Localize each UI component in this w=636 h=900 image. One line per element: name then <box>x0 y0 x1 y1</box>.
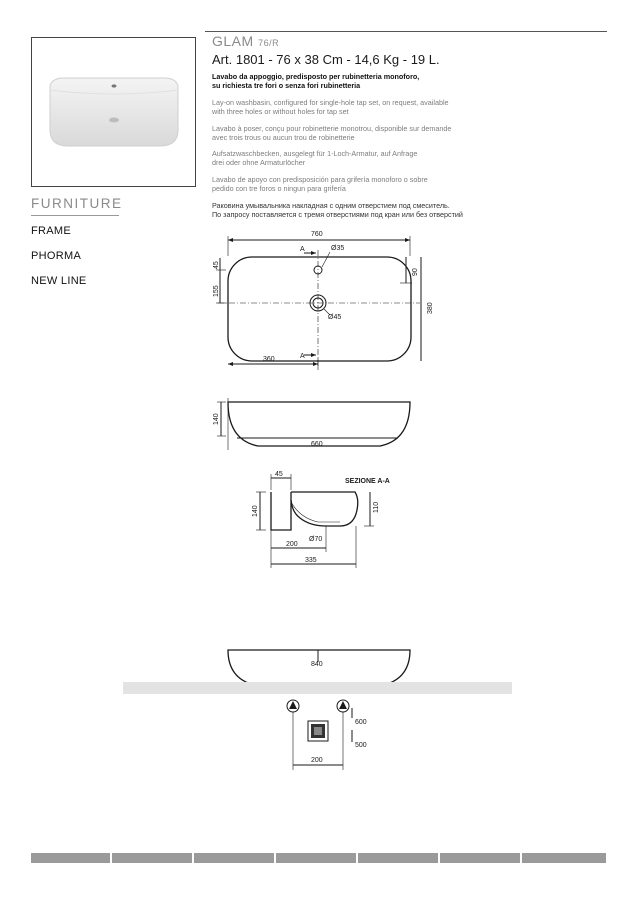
desc-line-ru-2: По запросу поставляется с тремя отверстиями под кран или без отверстий <box>212 210 463 219</box>
dim-drain: Ø45 <box>328 314 342 321</box>
desc-line-ru-1: Раковина умывальника накладная с одним отверстием под смеситель. <box>212 201 450 210</box>
footer-bar <box>358 853 438 863</box>
desc-line-fr-1: Lavabo à poser, conçu pour robinetterie monotrou, disponible sur demande <box>212 124 452 133</box>
dim-tap-hole: Ø35 <box>331 245 345 252</box>
nav-item-frame[interactable]: FRAME <box>31 225 71 237</box>
footer-bar <box>112 853 192 863</box>
dim-155: 155 <box>213 285 220 297</box>
nav-item-phorma[interactable]: PHORMA <box>31 250 82 262</box>
desc-line-de-2: drei oder ohne Armaturlöcher <box>212 158 306 167</box>
dim-140-side: 140 <box>213 413 220 425</box>
desc-line-it-1: Lavabo da appoggio, predisposto per rubinetteria monoforo, <box>212 72 420 81</box>
furniture-heading: FURNITURE <box>31 196 123 211</box>
top-view-drawing <box>216 236 421 370</box>
dim-335: 335 <box>305 557 317 564</box>
desc-line-it-2: su richiesta tre fori o senza fori rubinetteria <box>212 81 361 90</box>
product-title: GLAM 76/R <box>212 33 280 49</box>
footer-bar <box>194 853 274 863</box>
dim-140-section: 140 <box>252 505 259 517</box>
desc-line-en-2: with three holes or without holes for tap set <box>212 107 349 116</box>
footer-bar <box>276 853 356 863</box>
dim-200-section: 200 <box>286 541 298 548</box>
section-view-drawing <box>256 474 374 568</box>
dim-110: 110 <box>373 501 380 513</box>
dim-600: 600 <box>355 719 367 726</box>
section-label: SEZIONE A-A <box>345 478 390 485</box>
desc-line-fr-2: avec trois trous ou aucun trou de robinetterie <box>212 133 355 142</box>
dim-90: 90 <box>412 268 419 276</box>
dim-660: 660 <box>311 441 323 448</box>
desc-line-en-1: Lay-on washbasin, configured for single-hole tap set, on request, available <box>212 98 449 107</box>
dim-840: 840 <box>311 661 323 668</box>
dim-380: 380 <box>427 302 434 314</box>
footer-bar <box>440 853 520 863</box>
dim-360: 360 <box>263 356 275 363</box>
desc-line-de-1: Aufsatzwaschbecken, ausgelegt für 1-Loch-Armatur, auf Anfrage <box>212 149 418 158</box>
section-mark-bottom: A <box>300 353 305 360</box>
footer-bar <box>31 853 110 863</box>
section-mark-top: A <box>300 246 305 253</box>
desc-line-es-1: Lavabo de apoyo con predisposición para grifería monoforo o sobre <box>212 175 428 184</box>
article-line: Art. 1801 - 76 x 38 Cm - 14,6 Kg - 19 L. <box>212 52 440 67</box>
wall-view-drawing <box>228 650 410 770</box>
dim-760: 760 <box>311 231 323 238</box>
countertop-bar <box>123 682 512 694</box>
dim-45-top: 45 <box>213 261 220 269</box>
dim-200-wall: 200 <box>311 757 323 764</box>
dim-70: Ø70 <box>309 536 323 543</box>
dim-45-section: 45 <box>275 471 283 478</box>
nav-item-new-line[interactable]: NEW LINE <box>31 275 87 287</box>
desc-line-es-2: pedido con tre foros o ningun para grifería <box>212 184 346 193</box>
dim-500: 500 <box>355 742 367 749</box>
footer-bar <box>522 853 606 863</box>
